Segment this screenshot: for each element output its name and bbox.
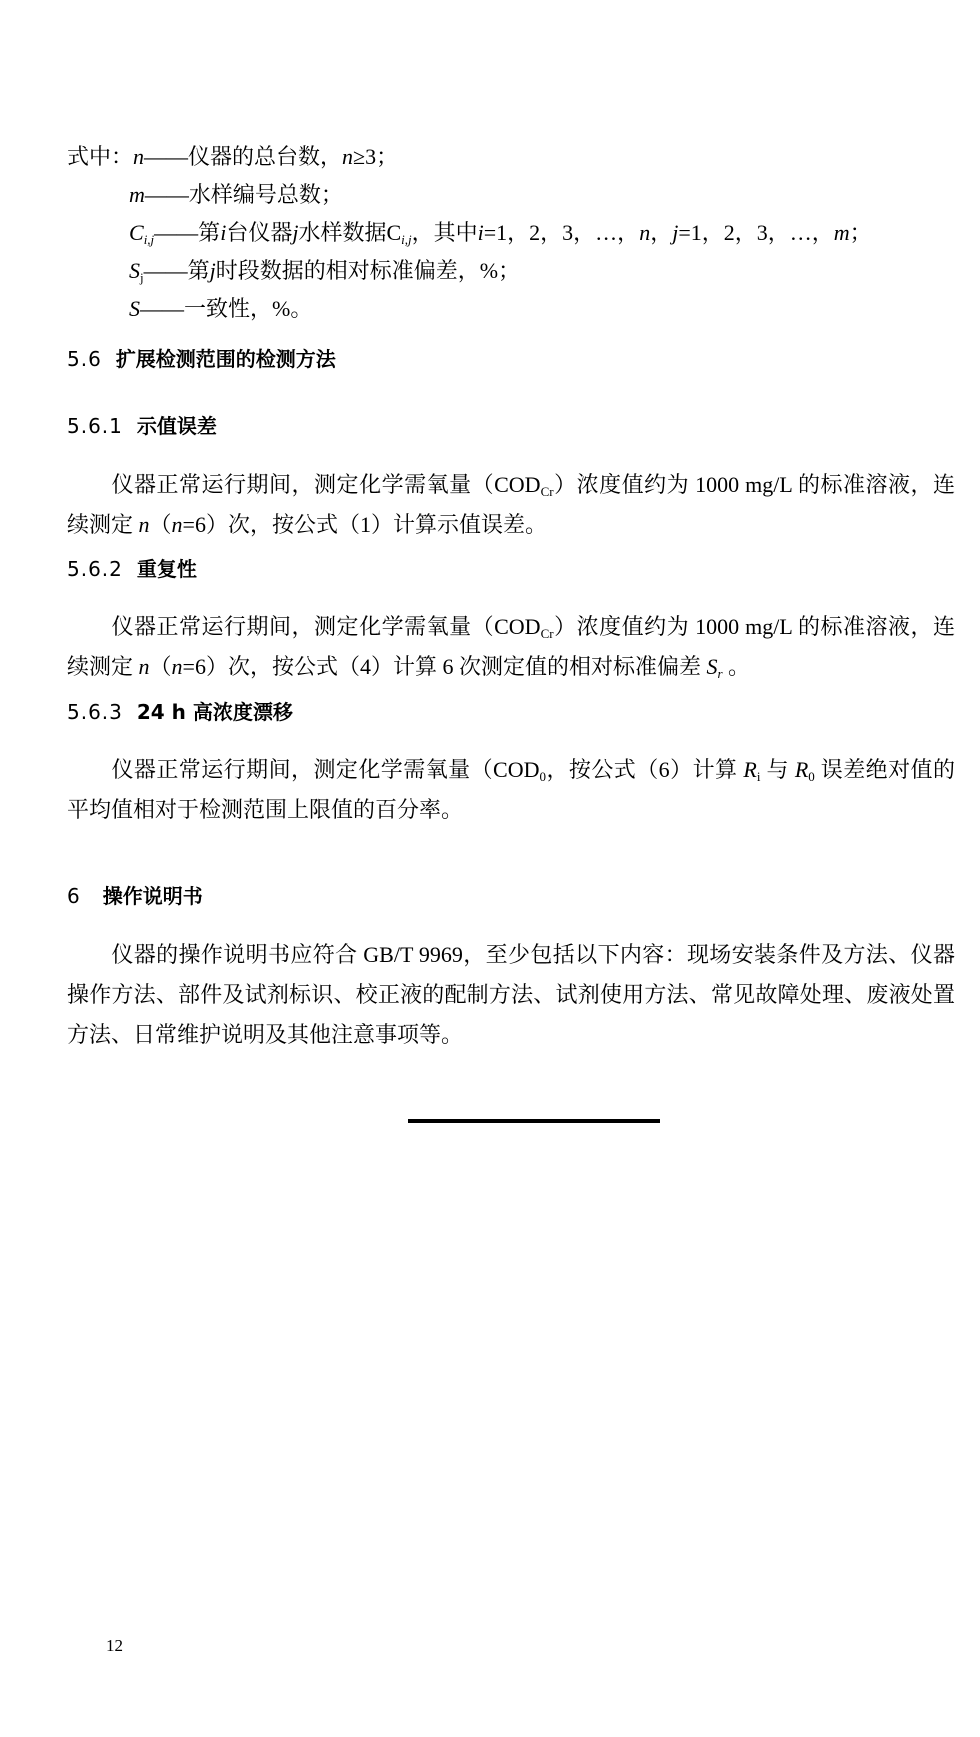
section-number: 5.6.2	[67, 557, 123, 581]
where-line-sj: $S_j——$第j时段数据的相对标准偏差，%；	[129, 258, 521, 285]
section-heading-5-6-3	[67, 697, 293, 727]
paragraph-5-6-1: 仪器正常运行期间，测定化学需氧量$(COD_{Cr})$浓度值约为 1000 mg/L 的标准溶液，连续测定 n（n=6）次，按公式（1）计算示值误差。	[67, 472, 955, 537]
section-heading-5-6-2	[67, 554, 197, 584]
where-line-s: S——一致性，%。	[129, 296, 313, 321]
section-title: 操作说明书	[102, 884, 203, 908]
section-title: 重复性	[136, 557, 197, 581]
section-number: 6	[67, 884, 81, 908]
paragraph-5-6-3: 仪器正常运行期间，测定化学需氧量（$COD_0$，按公式（6）计算 $R_i$ 与 $R_0$ 误差绝对值的平均值相对于检测范围上限值的百分率。	[67, 757, 955, 822]
section-title: 24 h 高浓度漂移	[136, 700, 293, 724]
section-title: 示值误差	[136, 414, 217, 438]
section-number: 5.6.3	[67, 700, 123, 724]
paragraph-6: 仪器的操作说明书应符合 GB/T 9969，至少包括以下内容：现场安装条件及方法、仪器操作方法、部件及试剂标识、校正液的配制方法、试剂使用方法、常见故障处理、废液处置方法、日常维护说明及其他注意事项等。	[67, 942, 955, 1047]
where-line-n: 式中：n——仪器的总台数，n≥3；	[67, 144, 399, 169]
where-line-m: m——水样编号总数；	[129, 182, 343, 207]
section-heading-5-6-1	[67, 411, 217, 441]
page-number: 12	[106, 1636, 123, 1655]
where-line-c: $C_{i,j}——$第i台仪器j水样数据$C_{i,j}$，其中i=1，2，3，…，n，j=1，2，3，…，m；	[129, 220, 872, 247]
section-title: 扩展检测范围的检测方法	[115, 347, 336, 371]
end-of-document-rule	[408, 1119, 660, 1123]
section-number: 5.6	[67, 347, 102, 371]
section-heading-5-6	[67, 344, 336, 374]
paragraph-5-6-2: 仪器正常运行期间，测定化学需氧量$(COD_{Cr})$浓度值约为 1000 mg/L 的标准溶液，连续测定 n（n=6）次，按公式（4）计算 6 次测定值的相对标准偏差 $S_r$ 。	[67, 614, 955, 681]
section-heading-6	[67, 881, 203, 911]
section-number: 5.6.1	[67, 414, 123, 438]
